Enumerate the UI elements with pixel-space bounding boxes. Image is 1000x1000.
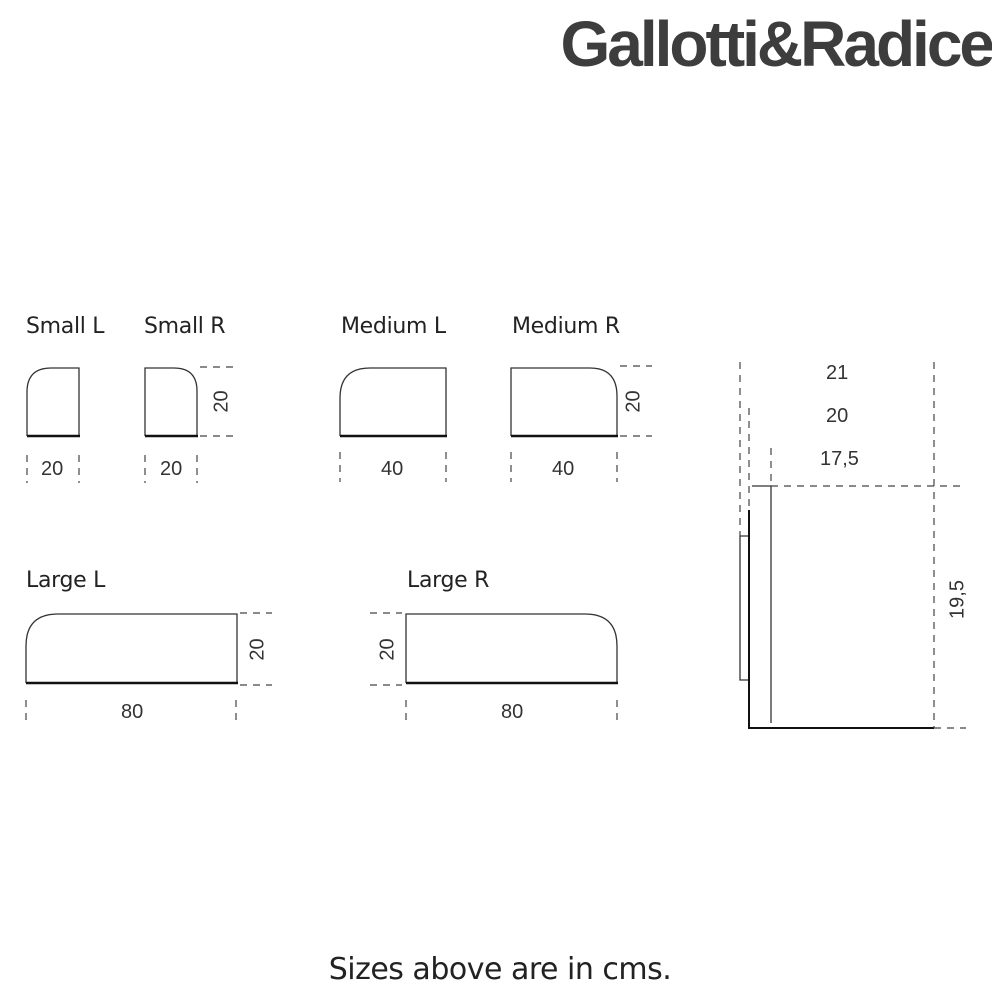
label-medium-r: Medium R: [512, 314, 620, 339]
side-view-base: [749, 510, 934, 728]
dim-large-l-width: 80: [121, 701, 144, 723]
label-large-r: Large R: [407, 568, 490, 593]
dim-large-r-width: 80: [501, 701, 524, 723]
footer-note: Sizes above are in cms.: [328, 952, 672, 987]
dim-medium-r-height: 20: [622, 390, 645, 413]
dim-large-r-height: 20: [376, 638, 399, 661]
label-small-l: Small L: [26, 314, 105, 339]
small-r-shape: [145, 368, 197, 436]
dim-small-r-width: 20: [160, 458, 183, 480]
dim-side-height: 19,5: [946, 580, 969, 619]
label-large-l: Large L: [26, 568, 106, 593]
side-view-panel: [752, 486, 771, 723]
large-r-shape: [406, 614, 617, 683]
dim-side-depth-middle: 20: [826, 405, 849, 427]
dim-medium-l-width: 40: [381, 458, 404, 480]
dim-side-depth-overall: 21: [826, 362, 849, 384]
small-l-shape: [27, 368, 79, 436]
dim-side-depth-inner: 17,5: [820, 448, 859, 470]
label-medium-l: Medium L: [341, 314, 446, 339]
dim-small-r-height: 20: [210, 390, 233, 413]
label-small-r: Small R: [144, 314, 226, 339]
dim-large-l-height: 20: [246, 638, 269, 661]
dim-small-l-width: 20: [41, 458, 64, 480]
svg-text:Gallotti&Radice: Gallotti&Radice: [560, 8, 992, 80]
medium-r-shape: [511, 368, 617, 436]
side-view-back: [740, 536, 749, 680]
dim-medium-r-width: 40: [552, 458, 575, 480]
medium-l-shape: [340, 368, 446, 436]
large-l-shape: [26, 614, 237, 683]
